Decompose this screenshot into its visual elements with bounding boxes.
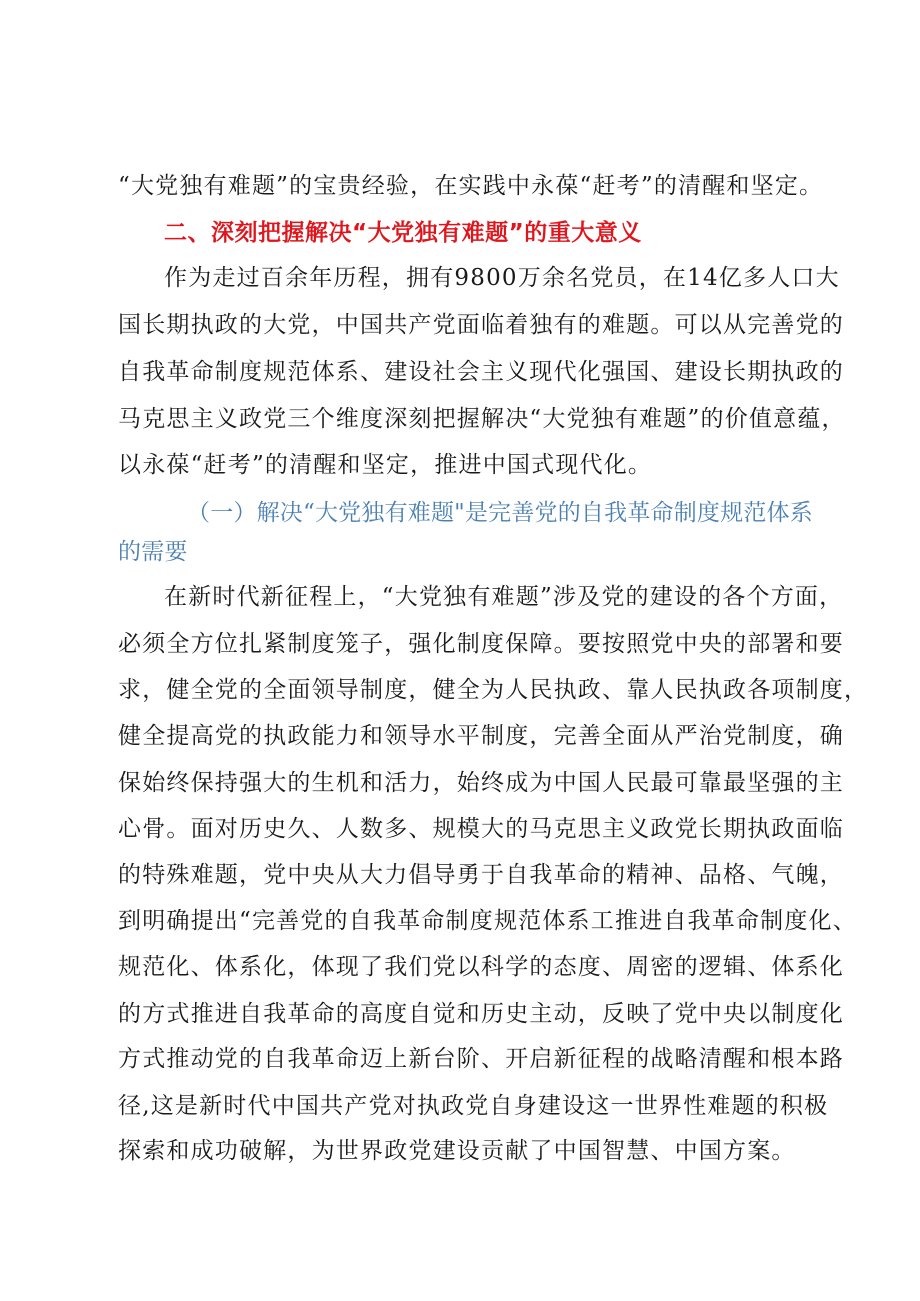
paragraph2-line: 求，健全党的全面领导制度，健全为人民执政、靠人民执政各项制度， [118, 677, 869, 703]
paragraph2-line: 保始终保持强大的生机和活力，始终成为中国人民最可靠最坚强的主 [118, 770, 844, 796]
subheading-line: （一）解决“大党独有难题"是完善党的自我革命制度规范体系 [187, 500, 813, 526]
paragraph2-line: 方式推动党的自我革命迈上新台阶、开启新征程的战略清醒和根本路 [118, 1046, 844, 1072]
paragraph1-line: 作为走过百余年历程，拥有9800万余名党员，在14亿多人口大 [164, 265, 840, 291]
paragraph2-line: 径,这是新时代中国共产党对执政党自身建设这一世界性难题的积极 [118, 1093, 829, 1119]
paragraph1-line: 以永葆“赶考”的清醒和坚定，推进中国式现代化。 [118, 452, 653, 478]
paragraph2-line: 健全提高党的执政能力和领导水平制度，完善全面从严治党制度，确 [118, 723, 844, 749]
intro-line: “大党独有难题”的宝贵经验，在实践中永葆“赶考”的清醒和坚定。 [118, 173, 824, 199]
paragraph2-line: 探索和成功破解，为世界政党建设贡献了中国智慧、中国方案。 [118, 1138, 796, 1164]
paragraph2-line: 规范化、体系化，体现了我们党以科学的态度、周密的逻辑、体系化 [118, 954, 844, 980]
paragraph2-line: 的方式推进自我革命的高度自觉和历史主动，反映了党中央以制度化 [118, 1001, 844, 1027]
paragraph1-line: 自我革命制度规范体系、建设社会主义现代化强国、建设长期执政的 [118, 359, 844, 385]
paragraph2-line: 到明确提出“完善党的自我革命制度规范体系工推进自我革命制度化、 [118, 908, 857, 934]
section-heading: 二、深刻把握解决“大党独有难题”的重大意义 [164, 220, 642, 246]
paragraph2-line: 必须全方位扎紧制度笼子，强化制度保障。要按照党中央的部署和要 [118, 631, 844, 657]
paragraph2-line: 心骨。面对历史久、人数多、规模大的马克思主义政党长期执政面临 [118, 816, 844, 842]
paragraph1-line: 马克思主义政党三个维度深刻把握解决“大党独有难题”的价值意蕴， [118, 406, 846, 432]
paragraph2-line: 在新时代新征程上，“大党独有难题”涉及党的建设的各个方面， [164, 584, 844, 610]
subheading-line: 的需要 [118, 539, 188, 565]
paragraph2-line: 的特殊难题，党中央从大力倡导勇于自我革命的精神、品格、气魄， [118, 862, 844, 888]
paragraph1-line: 国长期执政的大党，中国共产党面临着独有的难题。可以从完善党的 [118, 312, 844, 338]
